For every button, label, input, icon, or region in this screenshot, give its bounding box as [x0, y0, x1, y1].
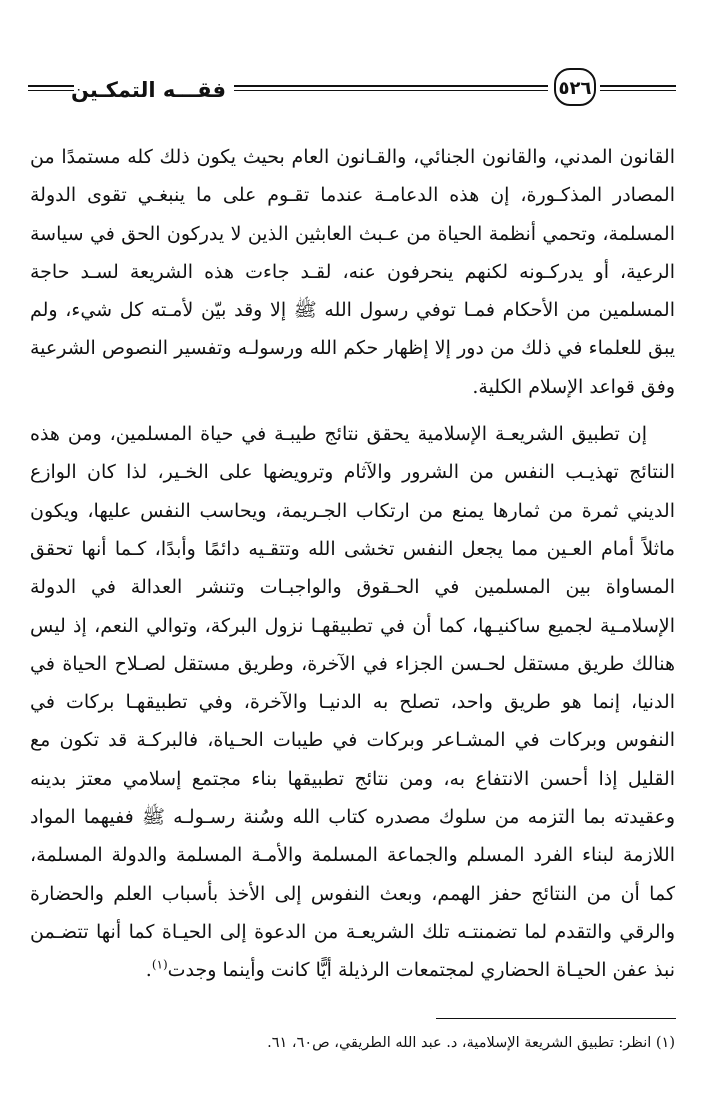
paragraph	[30, 415, 675, 989]
book-title: فقـــه التمكـين	[70, 78, 226, 102]
header-rule-right	[600, 85, 676, 91]
header-rule-left	[28, 85, 74, 91]
footnote: (١) انظر: تطبيق الشريعة الإسلامية، د. عبد الله الطريقي، ص٦٠، ٦١.	[267, 1035, 675, 1051]
page-number: ٥٢٦	[554, 68, 596, 106]
main-text	[30, 138, 675, 990]
paragraph-text: إن تطبيق الشريعـة الإسلامية يحقق نتائج طيبـة في حياة المسلمين، ومن هذه النتائج تهذيـب النفس من الشرور والآثام وترويضها على الخـير، لذا كان الوازع الديني ثمرة من ثمارها يمنع من ارتكاب الجـريمة، ويحاسب النفس عليها، ويكون ماثلاً أمام العـين مما يجعل النفس تخشى الله وتتقـيه دائمًا وأبدًا، كـما أنها تحقق المساواة بين المسلمين في الحـقوق والواجبـات وتنشر العدالة في الدولة الإسلامـية لجميع ساكنيـها، كما أن في تطبيقهـا نزول البركة، وتوالي النعم، إذ ليس هنالك طريق مستقل لحـسن الجزاء في الآخرة، وطريق مستقل لصـلاح الحياة في الدنيا، إنما هو طريق واحد، تصلح به الدنيـا والآخرة، وفي تطبيقهـا بركات في النفوس وبركات في المشـاعر وبركات في طيبات الحـياة، فالبركـة قد تكون مع القليل إذا أحسن الانتفاع به، ومن نتائج تطبيقها بناء مجتمع إسلامي معتز بدينه وعقيدته بما التزمه من سلوك مصدره كتاب الله وسُنة رسـولـه ﷺ ففيهما المواد اللازمة لبناء الفرد المسلم والجماعة المسلمة والأمـة المسلمة والدولة المسلمة، كما أن من النتائج حفز الهمم، وبعث النفوس إلى الأخذ بأسباب العلم والحضارة والرقي والتقدم لما تضمنتـه تلك الشريعـة من الدعوة إلى الحيـاة كما أنها تتضـمن نبذ عفن الحيـاة الحضاري لمجتمعات الرذيلة أيًّا كانت وأينما وجدت	[30, 423, 675, 982]
paragraph: القانون المدني، والقانون الجنائي، والقـانون العام بحيث يكون ذلك كله مستمدًا من المصادر المذكـورة، إن هذه الدعامـة عندما تقـوم على ما ينبغـي تقوى الدولة المسلمة، وتحمي أنظمة الحياة من عـبث العابثين الذين لا يدركون الحق في سياسة الرعية، أو يدركـونه لكنهم ينحرفون عنه، لقـد جاءت هذه الشريعة لسـد حاجة المسلمين من الأحكام فمـا توفي رسول الله ﷺ إلا وقد بيّن لأمـته كل شيء، ولم يبق للعلماء في ذلك من دور إلا إظهار حكم الله ورسولـه وتفسير النصوص الشرعية وفق قواعد الإسلام الكلية.	[30, 146, 675, 398]
footnote-separator	[436, 1018, 676, 1019]
page-header	[28, 68, 676, 112]
closing-period: .	[145, 959, 152, 982]
header-rule-middle	[234, 85, 548, 91]
footnote-reference: (١)	[151, 957, 168, 972]
